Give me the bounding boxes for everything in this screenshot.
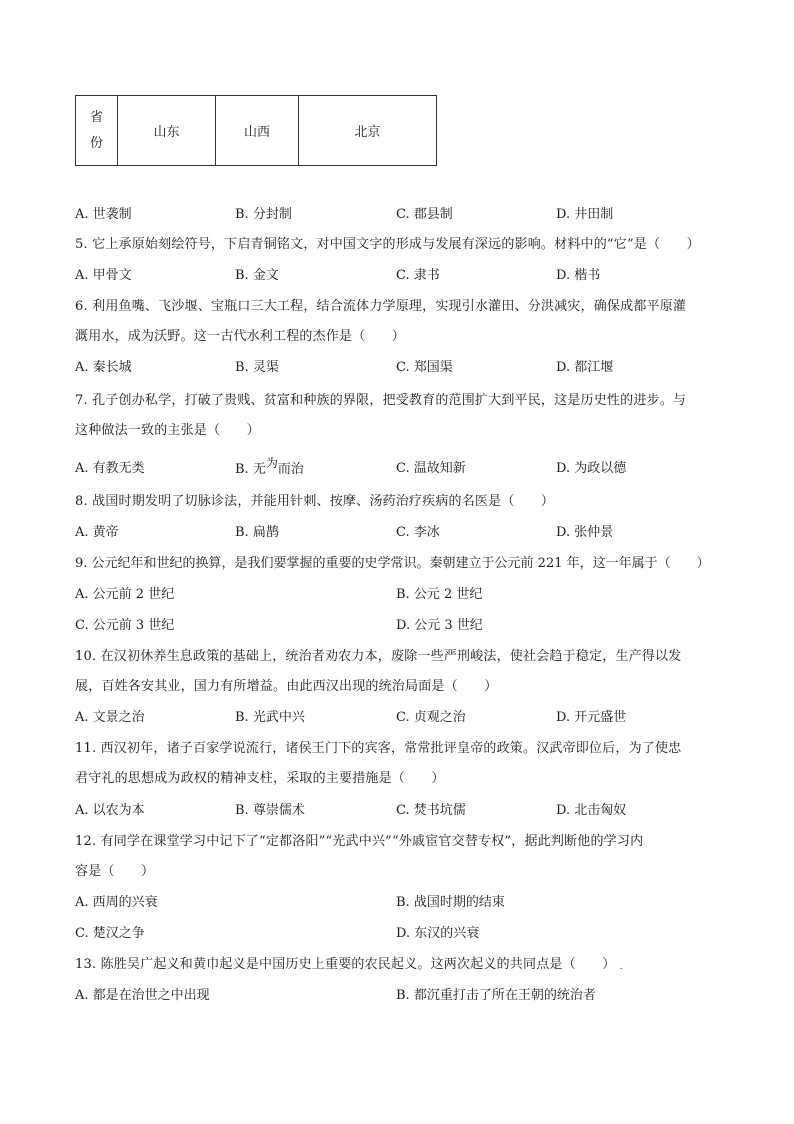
q6-option-d: D. 都江堰 <box>556 360 614 375</box>
table-header-char-2: 份 <box>89 135 103 151</box>
q7-option-b-part1: B. 无 <box>235 462 266 477</box>
province-table <box>75 95 437 166</box>
q13-question-text: 13. 陈胜吴广起义和黄巾起义是中国历史上重要的农民起义。这两次起义的共同点是（ ） <box>75 957 616 972</box>
q13-option-b: B. 都沉重打击了所在王朝的统治者 <box>396 988 596 1003</box>
q8-option-a: A. 黄帝 <box>75 525 119 540</box>
q13-option-a: A. 都是在治世之中出现 <box>75 988 210 1003</box>
q11-option-a: A. 以农为本 <box>75 803 145 818</box>
q8-option-b: B. 扁鹊 <box>235 525 279 540</box>
q6-question-line2: 溉用水，成为沃野。这一古代水利工程的杰作是（ ） <box>75 329 406 344</box>
table-header-char-1: 省 <box>89 109 103 125</box>
q7-option-b <box>235 456 304 478</box>
table-header-cell <box>76 96 118 166</box>
q11-question-line1: 11. 西汉初年，诸子百家学说流行，诸侯王门下的宾客，常常批评皇帝的政策。汉武帝即位后，为了使忠 <box>75 741 682 756</box>
q4-option-a: A. 世袭制 <box>75 207 132 222</box>
q12-option-d: D. 东汉的兴衰 <box>396 926 480 941</box>
q4-option-b: B. 分封制 <box>235 207 292 222</box>
q12-question-line1: 12. 有同学在课堂学习中记下了“定都洛阳”“光武中兴”“外戚宦官交替专权”，据此判断他的学习内 <box>75 834 644 849</box>
q6-option-c: C. 郑国渠 <box>396 360 453 375</box>
q13-trail-mark: . <box>619 962 623 972</box>
q7-option-b-raised-char: 为 <box>265 456 278 470</box>
q9-option-b: B. 公元 2 世纪 <box>396 587 483 602</box>
q12-option-a: A. 西周的兴衰 <box>75 895 158 910</box>
q9-option-a: A. 公元前 2 世纪 <box>75 587 175 602</box>
q9-option-d: D. 公元 3 世纪 <box>396 618 483 633</box>
q10-option-b: B. 光武中兴 <box>235 710 305 725</box>
q8-question: 8. 战国时期发明了切脉诊法，并能用针刺、按摩、汤药治疗疾病的名医是（ ） <box>75 494 555 509</box>
table-cell-beijing: 北京 <box>299 96 437 166</box>
q7-option-d: D. 为政以德 <box>556 461 627 476</box>
q12-option-b: B. 战国时期的结束 <box>396 895 505 910</box>
q9-question: 9. 公元纪年和世纪的换算，是我们要掌握的重要的史学常识。秦朝建立于公元前 221 年，这一年属于（ ） <box>75 556 710 571</box>
q11-option-c: C. 焚书坑儒 <box>396 803 466 818</box>
q7-question-line1: 7. 孔子创办私学，打破了贵贱、贫富和种族的界限，把受教育的范围扩大到平民，这是历史性的进步。与 <box>75 393 687 408</box>
q5-option-a: A. 甲骨文 <box>75 268 132 283</box>
q7-question-line2: 这种做法一致的主张是（ ） <box>75 423 260 438</box>
q7-option-c: C. 温故知新 <box>396 461 466 476</box>
q10-option-a: A. 文景之治 <box>75 710 145 725</box>
q4-option-d: D. 井田制 <box>556 207 614 222</box>
q6-option-b: B. 灵渠 <box>235 360 279 375</box>
table-cell-shandong: 山东 <box>118 96 216 166</box>
q5-option-c: C. 隶书 <box>396 268 440 283</box>
q13-question <box>75 957 623 974</box>
q10-option-d: D. 开元盛世 <box>556 710 627 725</box>
q10-question-line1: 10. 在汉初休养生息政策的基础上，统治者劝农力本，废除一些严刑峻法，使社会趋于稳定，生产得以发 <box>75 649 682 664</box>
q11-option-d: D. 北击匈奴 <box>556 803 627 818</box>
q5-option-b: B. 金文 <box>235 268 279 283</box>
q6-option-a: A. 秦长城 <box>75 360 132 375</box>
q11-question-line2: 君守礼的思想成为政权的精神支柱，采取的主要措施是（ ） <box>75 771 445 786</box>
q8-option-d: D. 张仲景 <box>556 525 614 540</box>
q7-option-b-part3: 而治 <box>277 462 304 477</box>
q7-option-a: A. 有教无类 <box>75 461 145 476</box>
q5-option-d: D. 楷书 <box>556 268 601 283</box>
q5-question: 5. 它上承原始刻绘符号，下启青铜铭文，对中国文字的形成与发展有深远的影响。材料中的“它”是（ ） <box>75 237 700 252</box>
q10-option-c: C. 贞观之治 <box>396 710 466 725</box>
table-cell-shanxi: 山西 <box>216 96 299 166</box>
q12-question-line2: 容是（ ） <box>75 864 155 879</box>
q4-option-c: C. 郡县制 <box>396 207 453 222</box>
q8-option-c: C. 李冰 <box>396 525 440 540</box>
q11-option-b: B. 尊崇儒术 <box>235 803 305 818</box>
q10-question-line2: 展，百姓各安其业，国力有所增益。由此西汉出现的统治局面是（ ） <box>75 679 498 694</box>
q12-option-c: C. 楚汉之争 <box>75 926 145 941</box>
q9-option-c: C. 公元前 3 世纪 <box>75 618 175 633</box>
q6-question-line1: 6. 利用鱼嘴、飞沙堰、宝瓶口三大工程，结合流体力学原理，实现引水灌田、分洪减灾，确保成都平原灌 <box>75 299 687 314</box>
